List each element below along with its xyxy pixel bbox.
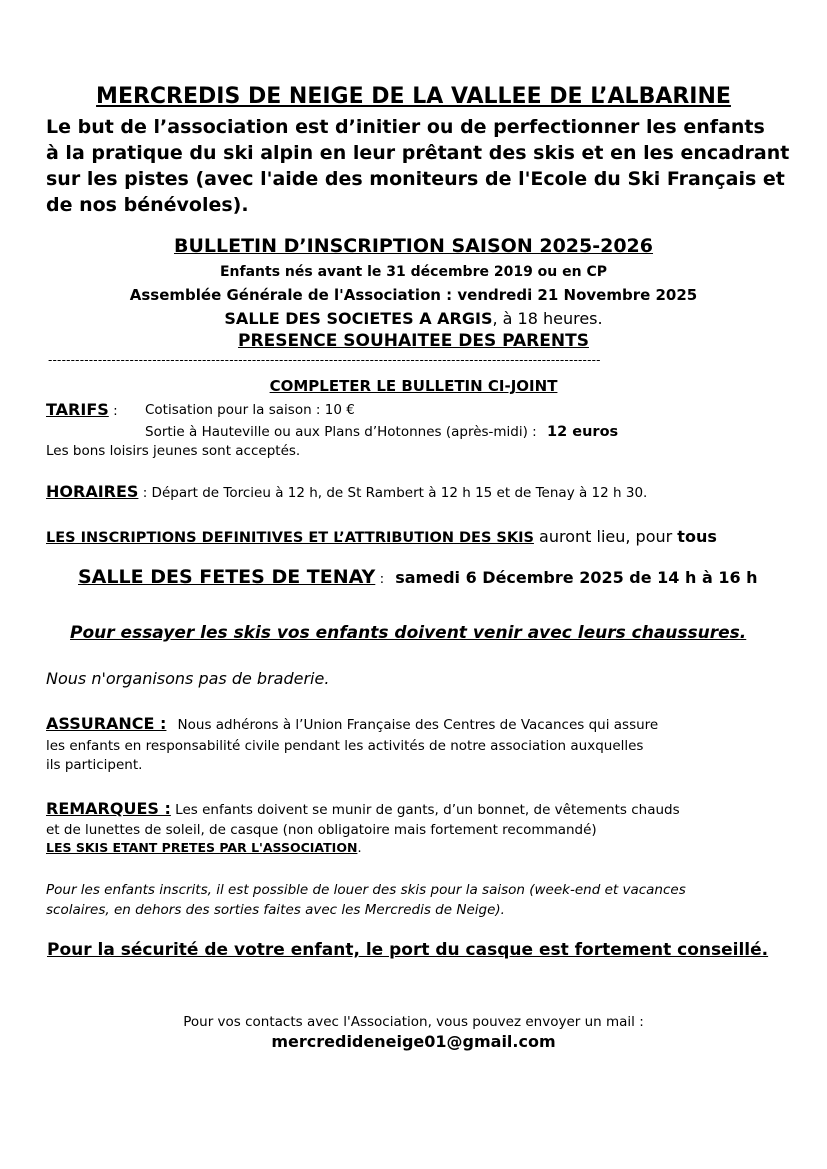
remarques-line-1: Les enfants doivent se munir de gants, d’un bonnet, de vêtements chauds [170,802,680,818]
contact-email[interactable]: mercredideneige01@gmail.com [271,1032,556,1051]
assurance-row [46,714,658,733]
salle-fetes-date: samedi 6 Décembre 2025 de 14 h à 16 h [395,568,758,587]
salle-fetes-colon: : [375,571,385,587]
helmet-safety-notice: Pour la sécurité de votre enfant, le port du casque est fortement conseillé. [47,940,769,960]
horaires-row [46,482,647,501]
tarif-sortie-text: Sortie à Hauteville ou aux Plans d’Hotonnes (après-midi) : [145,424,537,440]
tarif-sortie-price: 12 euros [547,424,619,440]
tarifs-colon: : [108,403,118,419]
intro-line-1: Le but de l’association est d’initier ou de perfectionner les enfants [46,116,765,138]
assembly-venue [0,309,827,328]
contact-text: Pour vos contacts avec l'Association, vous pouvez envoyer un mail : [183,1014,644,1030]
assembly-time: , à 18 heures. [492,309,603,328]
bons-loisirs: Les bons loisirs jeunes sont acceptés. [46,443,301,459]
page-title: MERCREDIS DE NEIGE DE LA VALLEE DE L’ALBARINE [96,84,731,109]
inscriptions-label: LES INSCRIPTIONS DEFINITIVES ET L’ATTRIBUTION DES SKIS [46,530,534,546]
assurance-line-2: les enfants en responsabilité civile pendant les activités de notre association auxquelles [46,738,644,754]
remarques-skis-pretes: LES SKIS ETANT PRETES PAR L'ASSOCIATION [46,840,358,855]
bulletin-title: BULLETIN D’INSCRIPTION SAISON 2025-2026 [173,235,654,257]
rental-line-2: scolaires, en dehors des sorties faites avec les Mercredis de Neige). [46,902,505,918]
inscriptions-row [46,527,717,546]
rental-line-1: Pour les enfants inscrits, il est possible de louer des skis pour la saison (week-end et vacances [46,882,686,898]
horaires-text: : Départ de Torcieu à 12 h, de St Rambert à 12 h 15 et de Tenay à 12 h 30. [138,485,648,501]
assembly-venue-name: SALLE DES SOCIETES A ARGIS [224,309,493,328]
horaires-label: HORAIRES [46,482,139,501]
tarif-sortie [145,424,618,440]
remarques-line-2: et de lunettes de soleil, de casque (non obligatoire mais fortement recommandé) [46,822,597,838]
inscriptions-tous: tous [677,527,717,546]
general-assembly: Assemblée Générale de l'Association : vendredi 21 Novembre 2025 [129,286,698,304]
salle-fetes-label: SALLE DES FETES DE TENAY [78,566,376,588]
remarques-line-3-end: . [357,840,362,856]
remarques-label: REMARQUES : [46,799,171,818]
intro-line-4: de nos bénévoles). [46,194,249,216]
salle-fetes-row [78,566,758,588]
dashed-separator: -------------------------------------------------------------------------------------------------------------------------- [48,353,601,367]
birth-requirement: Enfants nés avant le 31 décembre 2019 ou en CP [219,264,608,280]
tarifs-label-row [46,400,118,419]
no-sale-notice: Nous n'organisons pas de braderie. [46,669,330,688]
assurance-line-3: ils participent. [46,757,143,773]
tarifs-label: TARIFS [46,400,109,419]
assurance-label: ASSURANCE : [46,714,167,733]
intro-line-2: à la pratique du ski alpin en leur prêtant des skis et en les encadrant [46,142,790,164]
inscriptions-text: auront lieu, pour [533,527,678,546]
tarif-cotisation: Cotisation pour la saison : 10 € [145,402,355,418]
remarques-line-3-row [46,840,362,856]
intro-line-3: sur les pistes (avec l'aide des moniteurs de l'Ecole du Ski Français et [46,168,785,190]
assurance-line-1: Nous adhérons à l’Union Française des Centres de Vacances qui assure [177,717,659,733]
remarques-row [46,799,680,818]
complete-form-heading: COMPLETER LE BULLETIN CI-JOINT [269,377,558,395]
parents-presence: PRESENCE SOUHAITEE DES PARENTS [238,331,589,351]
ski-boots-notice: Pour essayer les skis vos enfants doivent venir avec leurs chaussures. [70,623,747,643]
